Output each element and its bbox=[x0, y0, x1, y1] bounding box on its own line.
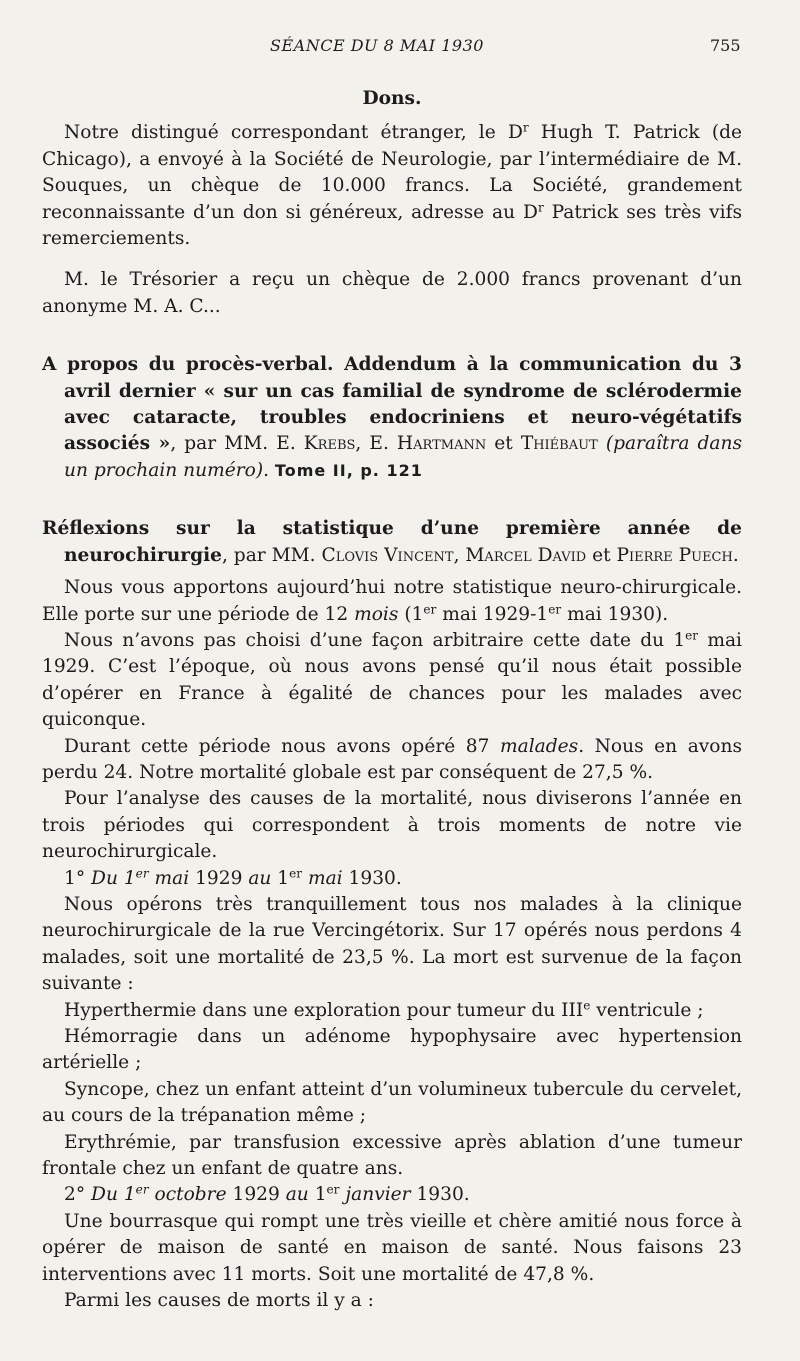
dons-paragraph-1: Notre distingué correspondant étranger, le $D^r$ Hugh T. Patrick (de Chicago), a envoyé à la Société de Neurologie, par l’intermédiaire de M. Souques, un chèque de 10.000 francs. La Société, grandement reconnaissante d’un don si généreux, adresse au $D^r$ Patrick ses très vifs remerciements. bbox=[42, 120, 743, 250]
section-1-heading: 1° Du 1er mai 1929 au 1er mai 1930. bbox=[64, 865, 402, 889]
reflexions-paragraph-6: Une bourrasque qui rompt une très vieille et chère amitié nous force à opérer de maison de santé en maison de santé. Nous faisons 23 interventions avec 11 morts. Soit une mortalité de 47,8 %. bbox=[42, 1210, 742, 1285]
dons-heading: Dons. bbox=[362, 88, 422, 109]
propos-entry: A propos du procès-verbal. Addendum à la communication du 3 avril dernier « sur un cas familial de syndrome de sclérodermie avec cataracte, troubles endocriniens et neuro-végétatifs associés », par MM. E. Krebs, E. Hartmann et Thiébaut (paraîtra dans un prochain numéro). Tome II, p. 121 bbox=[42, 354, 742, 481]
section-2-heading: 2° Du 1er octobre 1929 au 1er janvier 1930. bbox=[64, 1182, 470, 1206]
cause-4: Erythrémie, par transfusion excessive après ablation d’une tumeur frontale chez un enfant de quatre ans. bbox=[42, 1131, 742, 1180]
cause-3: Syncope, chez un enfant atteint d’un volumineux tubercule du cervelet, au cours de la trépanation même ; bbox=[42, 1078, 742, 1127]
author-vincent: Clovis Vincent bbox=[321, 544, 454, 566]
cause-2: Hémorragie dans un adénome hypophysaire avec hypertension artérielle ; bbox=[42, 1026, 742, 1074]
propos-title: A propos du procès-verbal. Addendum à la communication du 3 avril dernier « sur un cas familial de syndrome de sclérodermie avec cataracte, troubles endocriniens et neuro-végétatifs associés » bbox=[42, 354, 742, 455]
author-puech: Pierre Puech bbox=[616, 544, 733, 566]
article-body bbox=[42, 86, 742, 1314]
author-krebs: E. Krebs bbox=[276, 433, 356, 455]
dons-paragraph-2: M. le Trésorier a reçu un chèque de 2.000 francs provenant d’un anonyme M. A. C... bbox=[42, 269, 742, 317]
reflexions-paragraph-4: Pour l’analyse des causes de la mortalité, nous diviserons l’année en trois périodes qui correspondent à trois moments de notre vie neurochirurgicale. bbox=[42, 788, 742, 863]
handwritten-annotation: Tome II, p. 121 bbox=[274, 460, 423, 480]
reflexions-paragraph-1: Nous vous apportons aujourd’hui notre statistique neuro-chirurgicale. Elle porte sur une période de 12 mois (1er mai 1929-1er mai 1930). bbox=[42, 577, 742, 625]
page-number: 755 bbox=[710, 36, 741, 55]
reflexions-paragraph-3: Durant cette période nous avons opéré 87 malades. Nous en avons perdu 24. Notre mortalité globale est par conséquent de 27,5 %. bbox=[42, 735, 742, 783]
propos-note: (paraîtra dans un prochain numéro). bbox=[64, 433, 742, 481]
running-title: SÉANCE DU 8 MAI 1930 bbox=[270, 36, 484, 55]
author-david: Marcel David bbox=[465, 544, 587, 566]
reflexions-paragraph-5: Nous opérons très tranquillement tous nos malades à la clinique neurochirurgicale de la rue Vercingétorix. Sur 17 opérés nous perdons 4 malades, soit une mortalité de 23,5 %. La mort est survenue de la façon suivante : bbox=[42, 893, 742, 995]
cause-1: Hyperthermie dans une exploration pour tumeur du IIIe ventricule ; bbox=[64, 997, 704, 1021]
reflexions-entry: Réflexions sur la statistique d’une première année de neurochirurgie, par MM. Clovis Vincent, Marcel David et Pierre Puech. bbox=[42, 518, 742, 566]
running-header bbox=[0, 36, 800, 60]
author-thiebaut: Thiébaut bbox=[520, 433, 598, 455]
reflexions-title: Réflexions sur la statistique d’une première année de neurochirurgie bbox=[42, 518, 742, 566]
reflexions-paragraph-7: Parmi les causes de morts il y a : bbox=[64, 1290, 374, 1312]
author-hartmann: E. Hartmann bbox=[369, 433, 487, 455]
reflexions-paragraph-2: Nous n’avons pas choisi d’une façon arbitraire cette date du 1er mai 1929. C’est l’époque, où nous avons pensé qu’il nous était possible d’opérer en France à égalité de chances pour les malades avec quiconque. bbox=[42, 628, 742, 731]
